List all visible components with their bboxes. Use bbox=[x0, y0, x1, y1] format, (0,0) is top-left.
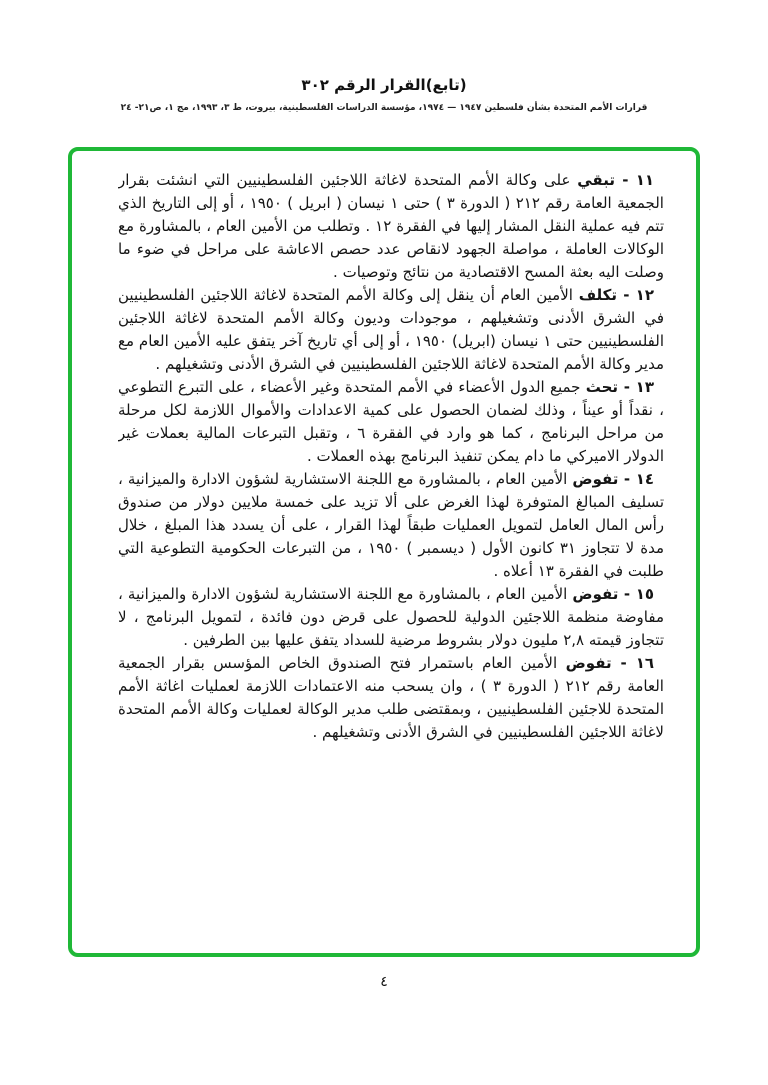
content-border-box bbox=[68, 147, 700, 957]
paragraph-lead: ١٢ - تكلف bbox=[578, 286, 654, 304]
document-header bbox=[0, 76, 768, 113]
paragraph-14 bbox=[118, 468, 664, 583]
paragraph-12 bbox=[118, 284, 664, 376]
paragraph-text: الأمين العام ، بالمشاورة مع اللجنة الاستشارية لشؤون الادارة والميزانية ، تسليف المبالغ المتوفرة لهذا الغرض على ألا تزيد على خمسة ملايين دولار من صندوق رأس المال العامل لتمويل العمليات طبقاً لهذا القرار ، على أن يسدد هذا المبلغ ، خلال مدة لا تتجاوز ٣١ كانون الأول ( ديسمبر ) ١٩٥٠ ، من التبرعات الحكومية التطوعية التي طلبت في الفقرة ١٣ أعلاه . bbox=[118, 470, 664, 580]
page-title: (تابع)القرار الرقم ٣٠٢ bbox=[301, 76, 467, 94]
paragraph-16 bbox=[118, 652, 664, 744]
page-number: ٤ bbox=[380, 974, 388, 990]
paragraph-text: الأمين العام ، بالمشاورة مع اللجنة الاستشارية لشؤون الادارة والميزانية ، مفاوضة منظمة اللاجئين الدولية للحصول على قرض دون فائدة ، لتمويل البرنامج ، لا تتجاوز قيمته ٢,٨ مليون دولار بشروط مرضية للسداد يتفق عليها بين الطرفين . bbox=[118, 585, 664, 649]
paragraph-text: على وكالة الأمم المتحدة لاغاثة اللاجئين الفلسطينيين التي انشئت بقرار الجمعية العامة رقم ٢١٢ ( الدورة ٣ ) حتى ١ نيسان ( ابريل ) ١٩٥٠ ، أو إلى التاريخ الذي تتم فيه عملية النقل المشار إليها في الفقرة ١٢ . وتطلب من الأمين العام ، بالمشاورة مع الوكالات العاملة ، مواصلة الجهود لانقاص عدد حصص الاعاشة على مراحل في ضوء ما وصلت اليه بعثة المسح الاقتصادية من نتائج وتوصيات . bbox=[118, 171, 664, 281]
paragraph-lead: ١١ - تبقي bbox=[577, 171, 654, 189]
paragraph-lead: ١٣ - تحث bbox=[585, 378, 654, 396]
paragraph-text: الأمين العام أن ينقل إلى وكالة الأمم المتحدة لاغاثة اللاجئين الفلسطينيين في الشرق الأدنى وتشغيلهم ، موجودات وديون وكالة الأمم المتحدة لاغاثة اللاجئين الفلسطينيين حتى ١ نيسان (ابريل) ١٩٥٠ ، أو إلى أي تاريخ آخر يتفق عليه الأمين العام مع مدير وكالة الأمم المتحدة لاغاثة اللاجئين الفلسطينيين في الشرق الأدنى وتشغيلهم . bbox=[118, 286, 664, 373]
paragraph-13 bbox=[118, 376, 664, 468]
paragraph-text: الأمين العام باستمرار فتح الصندوق الخاص المؤسس بقرار الجمعية العامة رقم ٢١٢ ( الدورة ٣ ) ، وان يسحب منه الاعتمادات اللازمة لعمليات اغاثة الأمم المتحدة للاجئين الفلسطينيين ، وبمقتضى طلب مدير الوكالة لعمليات وكالة الأمم المتحدة لاغاثة اللاجئين الفلسطينيين في الشرق الأدنى وتشغيلهم . bbox=[118, 654, 664, 741]
paragraph-15 bbox=[118, 583, 664, 652]
document-body bbox=[118, 169, 664, 939]
paragraph-lead: ١٦ - تفوض bbox=[565, 654, 655, 672]
paragraph-lead: ١٤ - تفوض bbox=[572, 470, 654, 488]
paragraph-11 bbox=[118, 169, 664, 284]
paragraph-text: جميع الدول الأعضاء في الأمم المتحدة وغير الأعضاء ، على التبرع التطوعي ، نقداً أو عيناً ، وذلك لضمان الحصول على كمية الاعدادات والأموال اللازمة لكل مرحلة من مراحل البرنامج ، كما هو وارد في الفقرة ٦ ، وتقبل التبرعات المالية بعملات غير الدولار الاميركي ما دام يمكن تنفيذ البرنامج بهذه العملات . bbox=[118, 378, 664, 465]
paragraph-lead: ١٥ - تفوض bbox=[572, 585, 654, 603]
source-citation-line: قرارات الأمم المتحدة بشأن فلسطين ١٩٤٧ — ١٩٧٤، مؤسسة الدراسات الفلسطينية، بيروت، ط ٣، ١٩٩٣، مج ١، ص٢١- ٢٤ bbox=[120, 103, 648, 113]
